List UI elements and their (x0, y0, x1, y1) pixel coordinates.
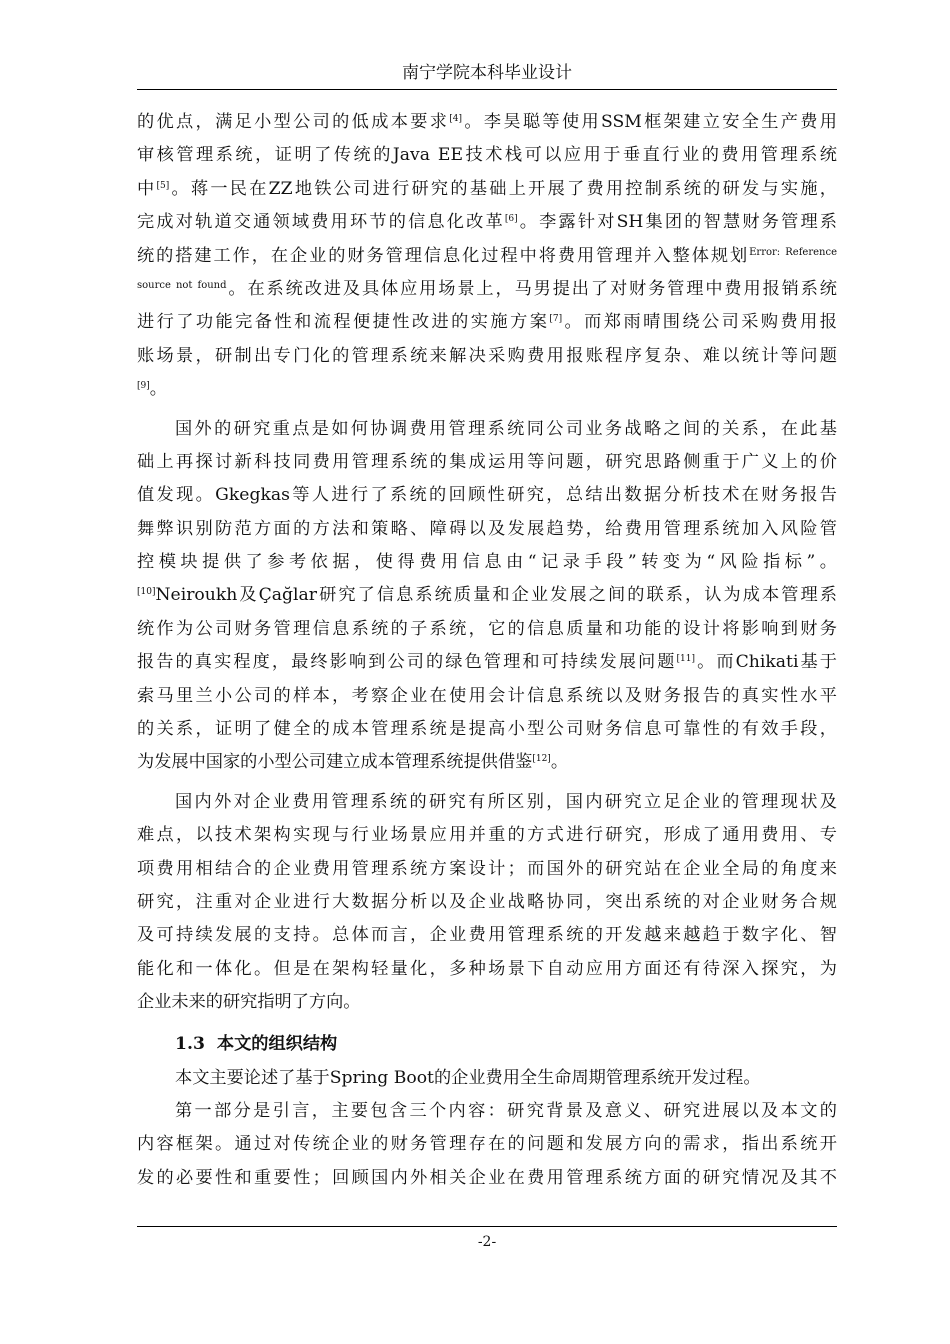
text-line: 国外的研究重点是如何协调费用管理系统同公司业务战略之间的关系，在此基 (175, 418, 837, 439)
text-line: 值发现。Gkegkas等人进行了系统的回顾性研究，总结出数据分析技术在财务报告 (137, 485, 837, 506)
text-line: $^{source not found}$。在系统改进及具体应用场景上，马男提出了对财务管理中费用报销系统 (137, 278, 837, 299)
text-line: 控模块提供了参考依据，使得费用信息由“记录手段”转变为“风险指标”。 (137, 552, 837, 573)
body-text (137, 106, 837, 1195)
citation: [4] (449, 114, 463, 124)
text-line: 发的必要性和重要性；回顾国内外相关企业在费用管理系统方面的研究情况及其不 (137, 1167, 837, 1188)
citation: [7] (549, 314, 563, 325)
citation: [11] (676, 654, 696, 665)
text-line: 难点，以技术架构实现与行业场景应用并重的方式进行研究，形成了通用费用、专 (137, 825, 837, 846)
page-number: -2- (477, 1234, 497, 1250)
reference-error: source not found (137, 279, 227, 291)
text-line: 完成对轨道交通领域费用环节的信息化改革[6]。李露针对SH集团的智慧财务管理系 (137, 212, 837, 233)
paragraph-1 (137, 106, 837, 407)
paragraph-4 (137, 1062, 837, 1095)
text-line: [10]Neiroukh及Çağlar研究了信息系统质量和企业发展之间的联系，认为成本管理系 (137, 585, 837, 606)
citation: [9] (137, 381, 150, 392)
text-line: 国内外对企业费用管理系统的研究有所区别，国内研究立足企业的管理现状及 (175, 791, 837, 812)
text-line: 报告的真实程度，最终影响到公司的绿色管理和可持续发展问题[11]。而Chikati基于 (137, 652, 837, 673)
running-header: 南宁学院本科毕业设计 (402, 63, 572, 83)
paragraph-5 (137, 1095, 837, 1195)
text-line: [9]。 (137, 379, 167, 400)
text-line: 内容框架。通过对传统企业的财务管理存在的问题和发展方向的需求，指出系统开 (137, 1134, 837, 1155)
citation: [10] (137, 587, 156, 598)
header-rule (137, 89, 837, 90)
text-line: 第一部分是引言，主要包含三个内容：研究背景及意义、研究进展以及本文的 (175, 1100, 837, 1121)
text-line: 的优点，满足小型公司的低成本要求[4]。李昊聪等使用SSM框架建立安全生产费用 (137, 112, 837, 132)
section-number: 1.3 (175, 1033, 205, 1054)
text-line: 本文主要论述了基于Spring Boot的企业费用全生命周期管理系统开发过程。 (175, 1067, 761, 1088)
text-line: 能化和一体化。但是在架构轻量化，多种场景下自动应用方面还有待深入探究，为 (137, 958, 837, 979)
text-line: 及可持续发展的支持。总体而言，企业费用管理系统的开发越来越趋于数字化、智 (137, 925, 837, 946)
text-line: 进行了功能完备性和流程便捷性改进的实施方案[7]。而郑雨晴围绕公司采购费用报 (137, 312, 837, 333)
text-line: 舞弊识别防范方面的方法和策略、障碍以及发展趋势，给费用管理系统加入风险管 (137, 518, 837, 539)
text-line: 企业未来的研究指明了方向。 (137, 992, 361, 1013)
section-heading (137, 1026, 837, 1062)
text-line: 为发展中国家的小型公司建立成本管理系统提供借鉴[12]。 (137, 752, 569, 773)
text-line: 索马里兰小公司的样本，考察企业在使用会计信息系统以及财务报告的真实性水平 (137, 685, 837, 706)
text-line: 审核管理系统，证明了传统的Java EE技术栈可以应用于垂直行业的费用管理系统 (137, 145, 837, 166)
section-title: 本文的组织结构 (216, 1033, 338, 1054)
reference-error: Error: Reference (749, 246, 837, 258)
citation: [12] (532, 754, 551, 765)
text-line: 项费用相结合的企业费用管理系统方案设计；而国外的研究站在企业全局的角度来 (137, 858, 837, 879)
citation: [5] (156, 180, 170, 191)
text-line: 的关系，证明了健全的成本管理系统是提高小型公司财务信息可靠性的有效手段， (137, 719, 837, 740)
footer-rule (137, 1226, 837, 1227)
text-line: 统作为公司财务管理信息系统的子系统，它的信息质量和功能的设计将影响到财务 (137, 618, 837, 639)
text-line: 研究，注重对企业进行大数据分析以及企业战略协同，突出系统的对企业财务合规 (137, 891, 837, 912)
text-line: 中[5]。蒋一民在ZZ地铁公司进行研究的基础上开展了费用控制系统的研发与实施， (137, 178, 837, 199)
text-line: 账场景，研制出专门化的管理系统来解决采购费用报账程序复杂、难以统计等问题 (137, 345, 837, 366)
text-line: 础上再探讨新科技同费用管理系统的集成运用等问题，研究思路侧重于广义上的价 (137, 451, 837, 472)
paragraph-2 (137, 413, 837, 780)
text-line: 统的搭建工作，在企业的财务管理信息化过程中将费用管理并入整体规划$^{Error: Reference}$ (137, 245, 837, 266)
citation: [6] (504, 214, 518, 225)
paragraph-3 (137, 786, 837, 1020)
